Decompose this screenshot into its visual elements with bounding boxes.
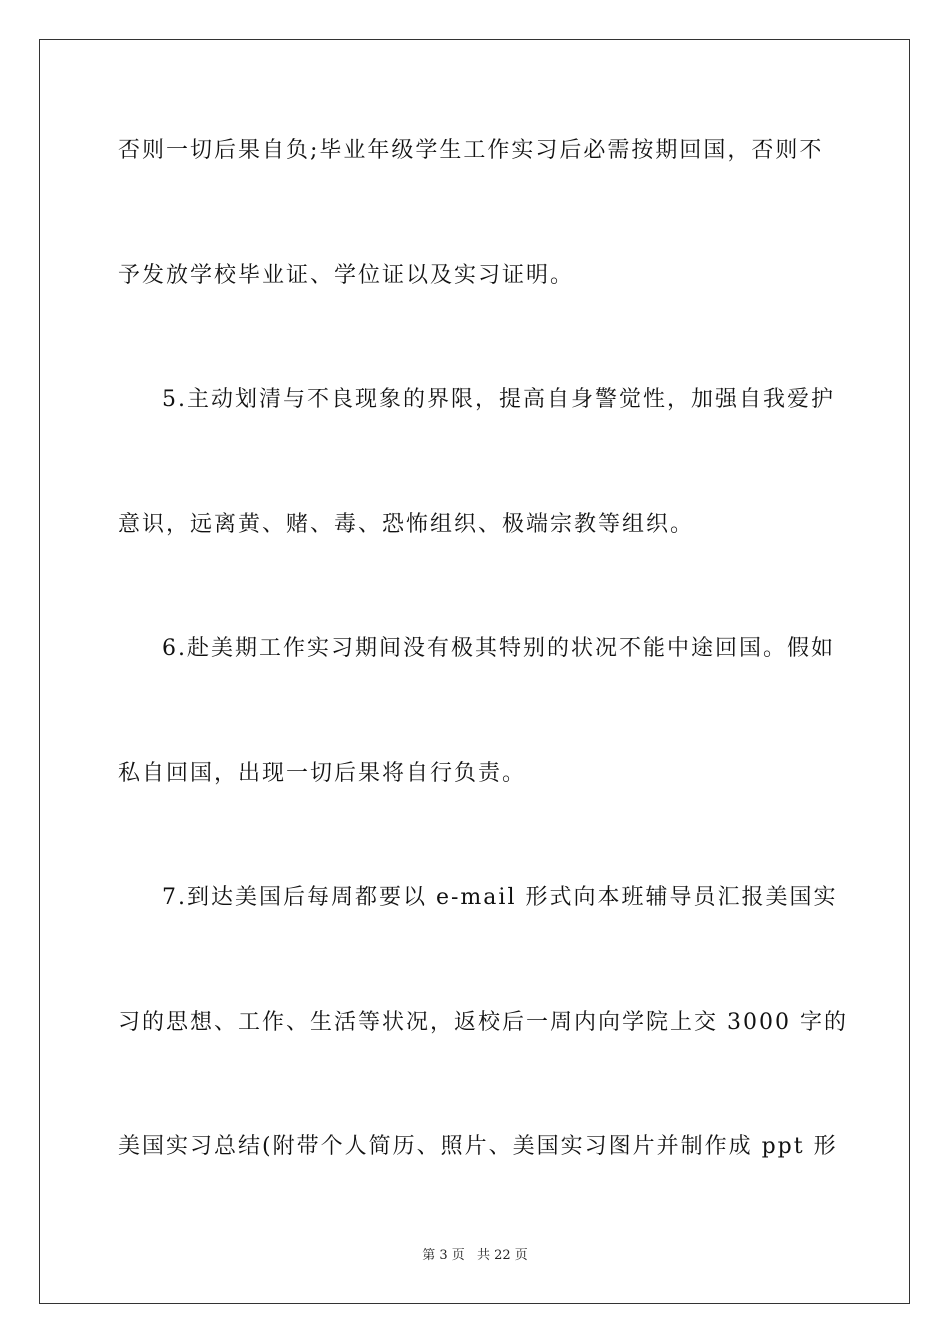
page-number: 第 3 页 [422,1248,465,1263]
text-line: 予发放学校毕业证、学位证以及实习证明。 [118,263,575,288]
text-line: 7.到达美国后每周都要以 e-mail 形式向本班辅导员汇报美国实 [162,885,838,910]
text-line: 美国实习总结(附带个人简历、照片、美国实习图片并制作成 ppt 形 [118,1134,838,1159]
text-line: 5.主动划清与不良现象的界限，提高自身警觉性，加强自我爱护 [162,387,835,412]
page-border [39,39,910,1304]
page-total: 共 22 页 [476,1248,528,1263]
text-line: 意识，远离黄、赌、毒、恐怖组织、极端宗教等组织。 [118,512,695,537]
page-footer [0,1247,950,1265]
text-line: 否则一切后果自负;毕业年级学生工作实习后必需按期回国，否则不 [118,138,824,163]
text-line: 习的思想、工作、生活等状况，返校后一周内向学院上交 3000 字的 [118,1010,848,1035]
text-line: 6.赴美期工作实习期间没有极其特别的状况不能中途回国。假如 [162,636,835,661]
text-line: 私自回国，出现一切后果将自行负责。 [118,761,527,786]
